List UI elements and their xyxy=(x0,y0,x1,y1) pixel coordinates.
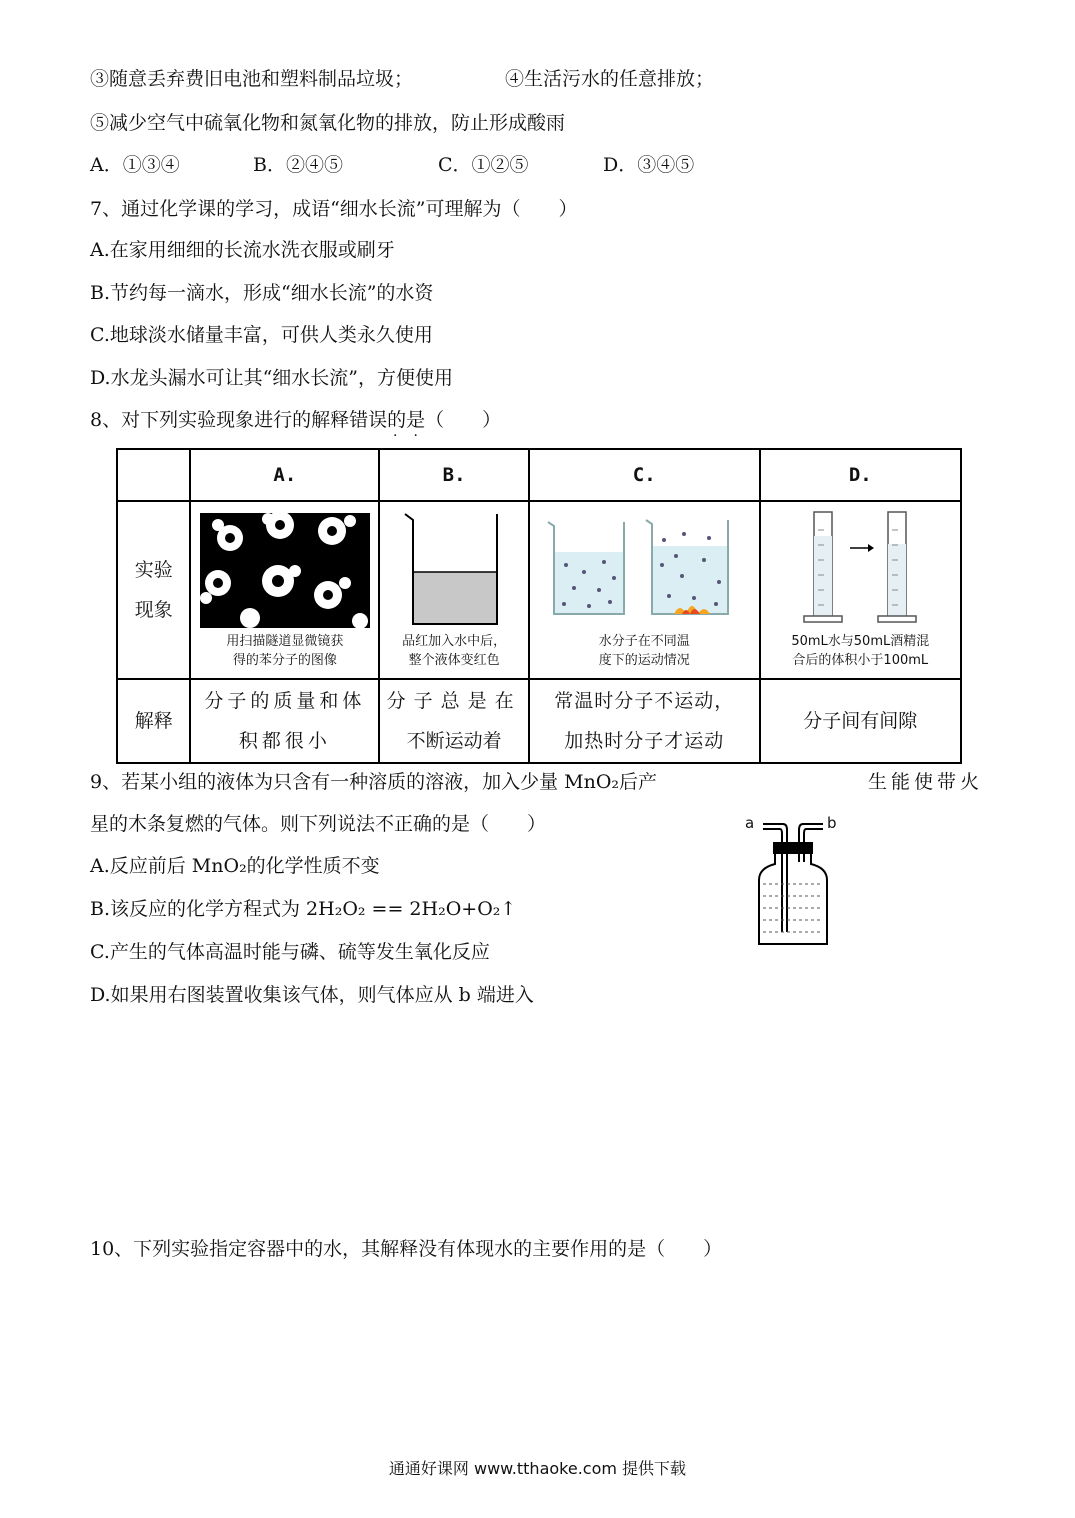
q8-stem: 8、对下列实验现象进行的解释错误的是（ ） xyxy=(90,409,502,431)
q6-option-b: B．②④⑤ xyxy=(253,154,343,176)
beaker-icon xyxy=(399,510,509,628)
benzene-stm-image xyxy=(200,513,370,628)
q9-stem-2: 星的木条复燃的气体。则下列说法不正确的是（ ） xyxy=(90,813,547,835)
explain-a xyxy=(190,679,379,763)
q9-option-a: A.反应前后 MnO₂的化学性质不变 xyxy=(90,855,380,877)
row-label-phen-2: 现象 xyxy=(134,599,173,621)
caption-a-1: 用扫描隧道显微镜获 xyxy=(226,633,344,649)
tube-label-a: a xyxy=(745,814,755,832)
q7-option-b: B.节约每一滴水，形成“细水长流”的水资 xyxy=(90,282,434,304)
water-molecule-beakers-icon xyxy=(544,510,744,628)
caption-d-2: 合后的体积小于100mL xyxy=(792,653,929,668)
caption-b-2: 整个液体变红色 xyxy=(408,653,500,668)
caption-c-2: 度下的运动情况 xyxy=(598,653,690,668)
q6-option-a: A．①③④ xyxy=(90,154,180,176)
q9-option-d: D.如果用右图装置收集该气体，则气体应从 b 端进入 xyxy=(90,984,534,1006)
explain-b-1: 分子总是在 xyxy=(386,690,522,712)
cell-b-phenomenon xyxy=(379,501,529,679)
q9-stem-1b: 生能使带火 xyxy=(868,771,984,793)
q7-option-a: A.在家用细细的长流水洗衣服或刷牙 xyxy=(90,239,395,261)
experiment-table xyxy=(116,448,962,764)
graduated-cylinders-icon xyxy=(790,510,930,628)
tube-label-b: b xyxy=(827,814,837,832)
q7-option-d: D.水龙头漏水可让其“细水长流”，方便使用 xyxy=(90,367,454,389)
q9-option-c: C.产生的气体高温时能与磷、硫等发生氧化反应 xyxy=(90,941,490,963)
header-c: C. xyxy=(529,449,760,501)
caption-a-2: 得的苯分子的图像 xyxy=(232,652,337,668)
explain-c-1: 常温时分子不运动， xyxy=(554,690,735,712)
cell-a-phenomenon xyxy=(190,501,379,679)
row-label-explain: 解释 xyxy=(117,679,190,763)
explain-c xyxy=(529,679,760,763)
text-line-1b: ④生活污水的任意排放； xyxy=(505,68,715,90)
row-label-phenomenon xyxy=(117,501,190,679)
q9-stem-1a: 9、若某小组的液体为只含有一种溶质的溶液，加入少量 MnO₂后产 xyxy=(90,771,658,793)
gas-bottle-figure xyxy=(743,812,843,952)
row-label-phen-1: 实验 xyxy=(134,559,173,581)
q6-option-c: C．①②⑤ xyxy=(438,154,529,176)
table-corner-cell xyxy=(117,449,190,501)
header-a: A. xyxy=(190,449,379,501)
text-line-1a: ③随意丢弃费旧电池和塑料制品垃圾； xyxy=(90,68,414,90)
caption-c-1: 水分子在不同温 xyxy=(598,634,690,649)
header-b: B. xyxy=(379,449,529,501)
caption-d-1: 50mL水与50mL酒精混 xyxy=(791,634,930,649)
cell-c-phenomenon xyxy=(529,501,760,679)
explain-d: 分子间有间隙 xyxy=(760,679,961,763)
q7-stem: 7、通过化学课的学习，成语“细水长流”可理解为（ ） xyxy=(90,198,578,220)
explain-c-2: 加热时分子才运动 xyxy=(564,730,725,752)
text-line-2: ⑤减少空气中硫氧化物和氮氧化物的排放，防止形成酸雨 xyxy=(90,112,566,134)
explain-b-2: 不断运动着 xyxy=(406,730,502,752)
q10-stem: 10、下列实验指定容器中的水，其解释没有体现水的主要作用的是（ ） xyxy=(90,1238,723,1260)
q6-option-d: D．③④⑤ xyxy=(603,154,695,176)
header-d: D. xyxy=(760,449,961,501)
page-footer: 通通好课网 www.tthaoke.com 提供下载 xyxy=(388,1459,687,1478)
caption-b-1: 品红加入水中后， xyxy=(402,634,507,649)
gas-bottle-icon xyxy=(743,812,843,952)
explain-a-2: 积都很小 xyxy=(238,730,331,752)
explain-b xyxy=(379,679,529,763)
q9-option-b: B.该反应的化学方程式为 2H₂O₂ == 2H₂O+O₂↑ xyxy=(90,898,517,920)
explain-a-1: 分子的质量和体 xyxy=(204,690,366,712)
cell-d-phenomenon xyxy=(760,501,961,679)
q7-option-c: C.地球淡水储量丰富，可供人类永久使用 xyxy=(90,324,433,346)
emphasis-dots: ·· xyxy=(393,428,434,444)
